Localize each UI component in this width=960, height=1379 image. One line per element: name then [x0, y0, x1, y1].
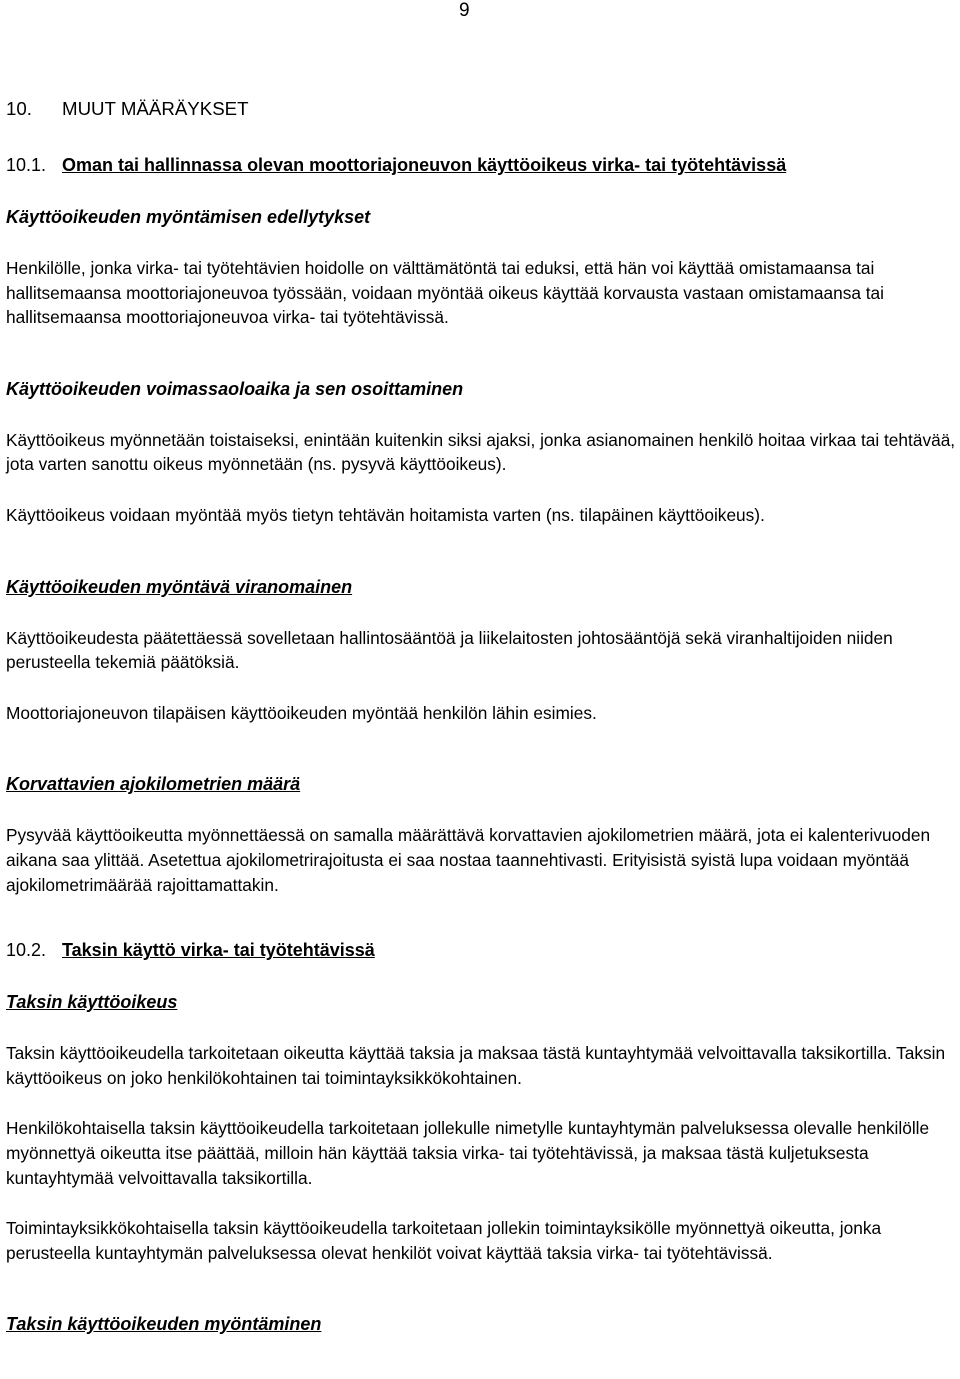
paragraph-authority-2: Moottoriajoneuvon tilapäisen käyttöoikeuden myöntää henkilön lähin esimies.	[6, 702, 597, 723]
section-number: 10.	[6, 98, 32, 119]
paragraph-validity-2: Käyttöoikeus voidaan myöntää myös tietyn tehtävän hoitamista varten (ns. tilapäinen käyttöoikeus).	[6, 504, 765, 525]
heading-authority: Käyttöoikeuden myöntävä viranomainen	[6, 576, 353, 597]
heading-conditions: Käyttöoikeuden myöntämisen edellytykset	[6, 207, 371, 227]
subsection-1-number: 10.1.	[6, 155, 47, 175]
heading-taxi-granting: Taksin käyttöoikeuden myöntäminen	[6, 1314, 322, 1335]
subsection-1-title: Oman tai hallinnassa olevan moottoriajoneuvon käyttöoikeus virka- tai työtehtävissä	[62, 155, 787, 175]
paragraph-conditions: Henkilölle, jonka virka- tai työtehtävien hoidolle on välttämätöntä tai eduksi, että hän voi käyttää omistamaansa tai hallitsemaansa moottoriajoneuvoa työssään, voidaan myöntää oikeus käyttää korvausta vastaan omistamaansa tai hallitsemaansa moottoriajoneuvoa virka- tai työtehtävissä.	[6, 258, 885, 328]
paragraph-taxi-2: Henkilökohtaisella taksin käyttöoikeudella tarkoitetaan jollekulle nimetylle kuntayhtymän palveluksessa olevalle henkilölle myönnettyä oikeutta itse päättää, milloin hän käyttää taksia virka- tai työtehtävissä, ja maksaa tästä kuljetuksesta kuntayhtymää velvoittavalla taksikortilla.	[6, 1118, 930, 1188]
subsection-1-heading	[6, 152, 958, 178]
heading-validity: Käyttöoikeuden voimassaoloaika ja sen osoittaminen	[6, 378, 464, 399]
heading-km: Korvattavien ajokilometrien määrä	[6, 774, 301, 795]
section-title: MUUT MÄÄRÄYKSET	[62, 98, 249, 119]
subsection-2-number: 10.2.	[6, 940, 47, 961]
page-number: 9	[459, 0, 470, 21]
subsection-2-heading	[6, 937, 958, 963]
paragraph-authority-1: Käyttöoikeudesta päätettäessä sovelletaan hallintosääntöä ja liikelaitosten johtosääntöjä sekä viranhaltijoiden niiden perusteella tekemiä päätöksiä.	[6, 627, 893, 673]
paragraph-km: Pysyvää käyttöoikeutta myönnettäessä on samalla määrättävä korvattavien ajokilometrien määrä, jota ei kalenterivuoden aikana saa ylittää. Asetettua ajokilometrirajoitusta ei saa nostaa taannehtivasti. Erityisistä syistä lupa voidaan myöntää ajokilometrimäärää rajoittamattakin.	[6, 825, 931, 895]
heading-taxi-right: Taksin käyttöoikeus	[6, 992, 178, 1013]
paragraph-taxi-3: Toimintayksikkökohtaisella taksin käyttöoikeudella tarkoitetaan jollekin toimintayksikölle myönnettyä oikeutta, jonka perusteella kuntayhtymän palveluksessa olevat henkilöt voivat käyttää taksia virka- tai työtehtävissä.	[6, 1218, 882, 1263]
section-heading	[6, 96, 958, 122]
document-body	[6, 96, 958, 1337]
paragraph-validity-1: Käyttöoikeus myönnetään toistaiseksi, enintään kuitenkin siksi ajaksi, jonka asianomainen henkilö hoitaa virkaa tai tehtävää, jota varten sanottu oikeus myönnetään (ns. pysyvä käyttöoikeus).	[6, 429, 956, 475]
paragraph-taxi-1: Taksin käyttöoikeudella tarkoitetaan oikeutta käyttää taksia ja maksaa tästä kuntayhtymää velvoittavalla taksikortilla. Taksin käyttöoikeus on joko henkilökohtainen tai toimintayksikkökohtainen.	[6, 1043, 946, 1088]
subsection-2-title: Taksin käyttö virka- tai työtehtävissä	[62, 940, 375, 961]
